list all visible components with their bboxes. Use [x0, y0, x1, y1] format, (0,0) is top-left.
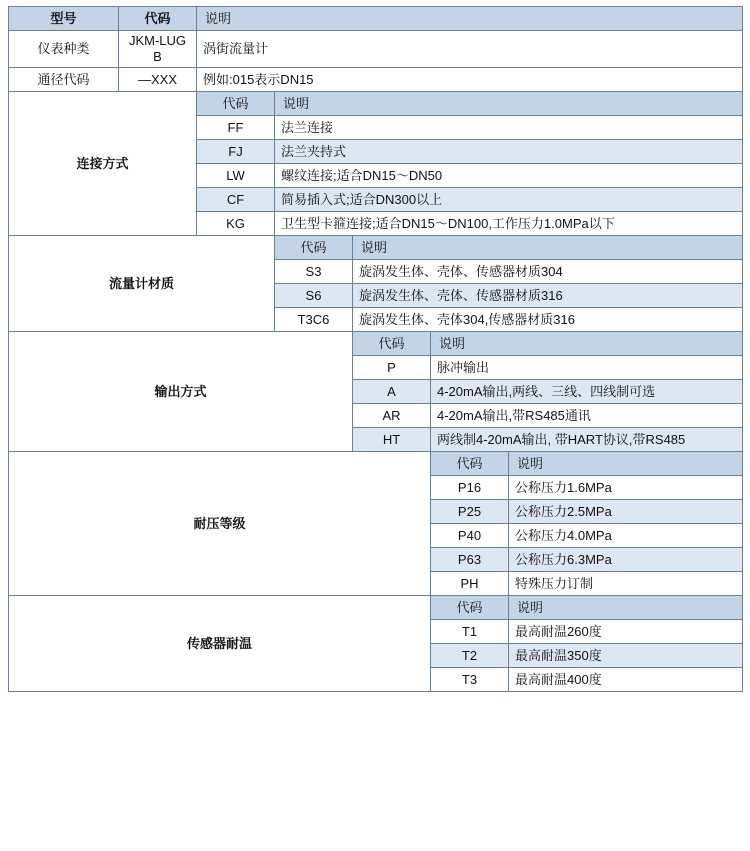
code-cell: FF [197, 116, 275, 140]
group-subheader-row [9, 596, 743, 620]
desc-cell: 4-20mA输出,带RS485通讯 [431, 404, 743, 428]
desc-cell: 最高耐温350度 [509, 644, 743, 668]
group-label-sensor-temperature: 传感器耐温 [9, 596, 431, 692]
table-header-row [9, 7, 743, 31]
code-cell: PH [431, 572, 509, 596]
group-subheader-row [9, 332, 743, 356]
code-cell: S6 [275, 284, 353, 308]
code-cell: T2 [431, 644, 509, 668]
code-cell: T3C6 [275, 308, 353, 332]
subheader-code-temperature: 代码 [431, 596, 509, 620]
group-subheader-row [9, 452, 743, 476]
code-cell: P [353, 356, 431, 380]
table-row [9, 68, 743, 92]
code-cell: T3 [431, 668, 509, 692]
code-cell: S3 [275, 260, 353, 284]
group-label-material: 流量计材质 [9, 236, 275, 332]
group-label-connection: 连接方式 [9, 92, 197, 236]
code-cell: A [353, 380, 431, 404]
desc-cell: 4-20mA输出,两线、三线、四线制可选 [431, 380, 743, 404]
code-cell: P63 [431, 548, 509, 572]
group-subheader-row [9, 236, 743, 260]
desc-cell: 公称压力6.3MPa [509, 548, 743, 572]
desc-cell: 法兰夹持式 [275, 140, 743, 164]
subheader-desc-material: 说明 [353, 236, 743, 260]
header-cell-description: 说明 [197, 7, 743, 31]
code-cell: KG [197, 212, 275, 236]
subheader-desc-pressure: 说明 [509, 452, 743, 476]
group-label-pressure-rating: 耐压等级 [9, 452, 431, 596]
desc-cell: 旋涡发生体、壳体304,传感器材质316 [353, 308, 743, 332]
row-label-instrument-type: 仪表种类 [9, 31, 119, 68]
subheader-code-connection: 代码 [197, 92, 275, 116]
subheader-desc-output: 说明 [431, 332, 743, 356]
desc-cell: 旋涡发生体、壳体、传感器材质316 [353, 284, 743, 308]
code-cell: T1 [431, 620, 509, 644]
row-code-instrument-type: JKM-LUGB [119, 31, 197, 68]
code-cell: P40 [431, 524, 509, 548]
desc-cell: 公称压力4.0MPa [509, 524, 743, 548]
code-cell: P25 [431, 500, 509, 524]
subheader-code-material: 代码 [275, 236, 353, 260]
row-desc-instrument-type: 涡街流量计 [197, 31, 743, 68]
desc-cell: 脉冲输出 [431, 356, 743, 380]
row-desc-bore-code: 例如:015表示DN15 [197, 68, 743, 92]
desc-cell: 法兰连接 [275, 116, 743, 140]
model-selection-table [8, 6, 743, 692]
desc-cell: 公称压力2.5MPa [509, 500, 743, 524]
code-cell: FJ [197, 140, 275, 164]
desc-cell: 螺纹连接;适合DN15～DN50 [275, 164, 743, 188]
group-subheader-row [9, 92, 743, 116]
code-cell: AR [353, 404, 431, 428]
desc-cell: 最高耐温260度 [509, 620, 743, 644]
subheader-code-pressure: 代码 [431, 452, 509, 476]
subheader-desc-connection: 说明 [275, 92, 743, 116]
desc-cell: 特殊压力订制 [509, 572, 743, 596]
desc-cell: 旋涡发生体、壳体、传感器材质304 [353, 260, 743, 284]
code-cell: P16 [431, 476, 509, 500]
table-row [9, 31, 743, 68]
desc-cell: 卫生型卡箍连接;适合DN15～DN100,工作压力1.0MPa以下 [275, 212, 743, 236]
header-cell-model: 型号 [9, 7, 119, 31]
code-cell: LW [197, 164, 275, 188]
row-code-bore-code: —XXX [119, 68, 197, 92]
group-label-output: 输出方式 [9, 332, 353, 452]
row-label-bore-code: 通径代码 [9, 68, 119, 92]
code-cell: HT [353, 428, 431, 452]
header-cell-code: 代码 [119, 7, 197, 31]
desc-cell: 简易插入式;适合DN300以上 [275, 188, 743, 212]
desc-cell: 最高耐温400度 [509, 668, 743, 692]
desc-cell: 公称压力1.6MPa [509, 476, 743, 500]
desc-cell: 两线制4-20mA输出, 带HART协议,带RS485 [431, 428, 743, 452]
subheader-desc-temperature: 说明 [509, 596, 743, 620]
subheader-code-output: 代码 [353, 332, 431, 356]
code-cell: CF [197, 188, 275, 212]
